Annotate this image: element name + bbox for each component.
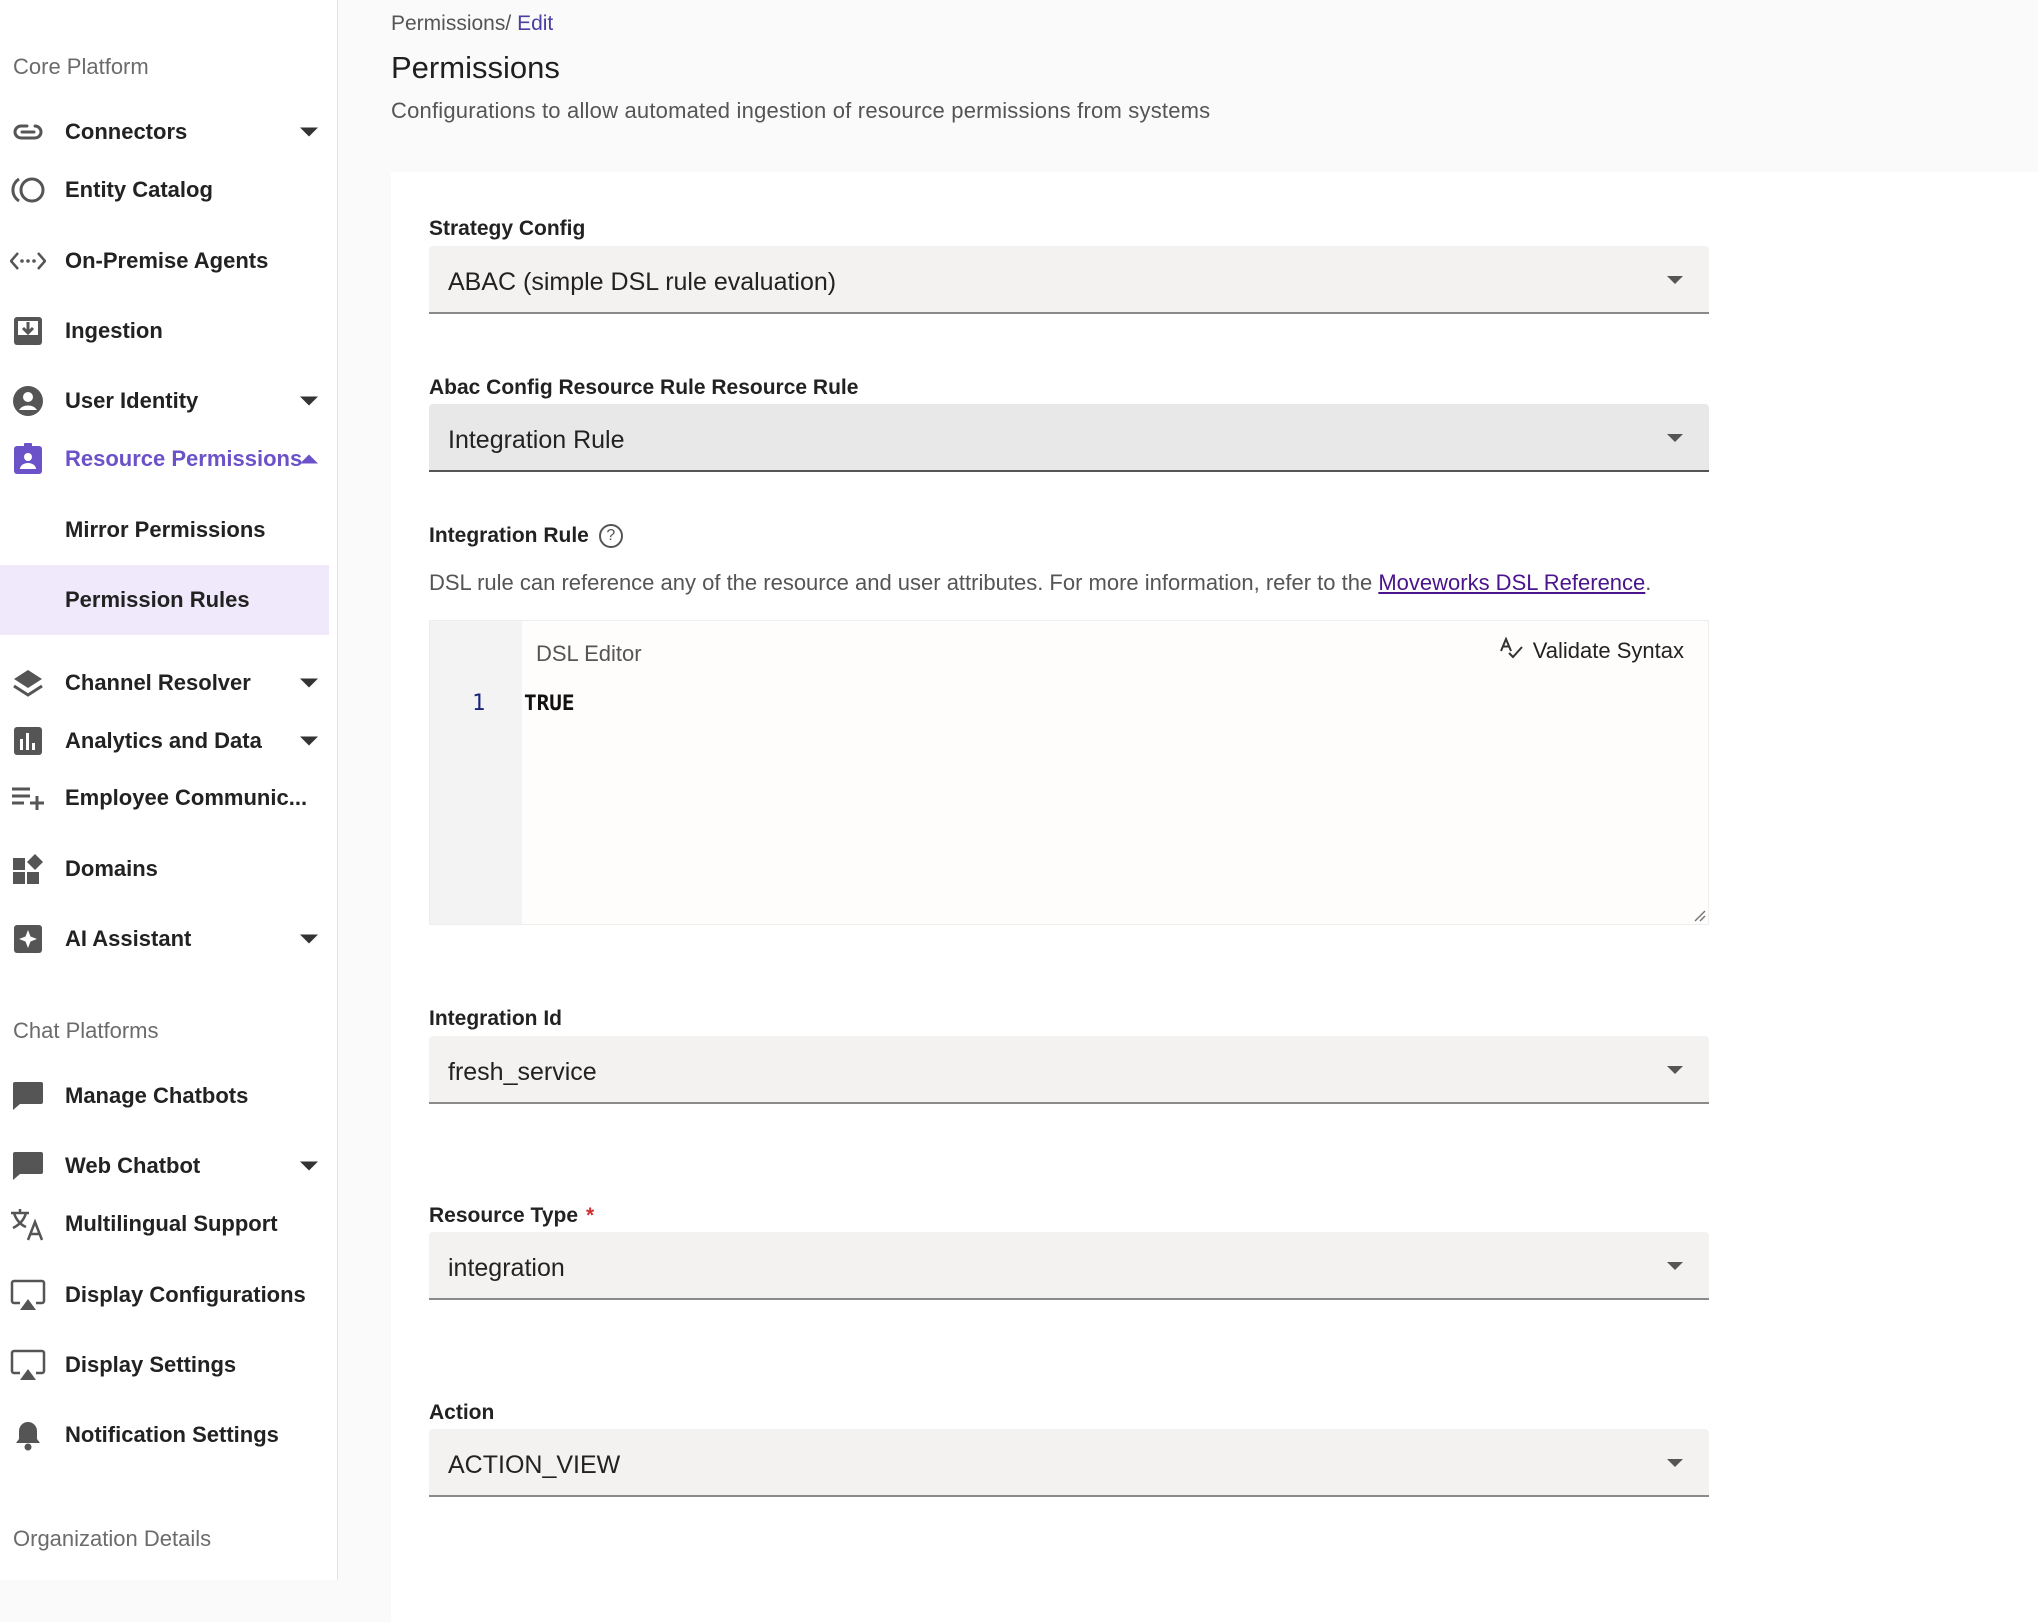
section-core-platform: Core Platform (13, 54, 149, 79)
required-asterisk: * (586, 1204, 595, 1227)
strategy-config-value: ABAC (simple DSL rule evaluation) (448, 268, 837, 296)
sidebar-item-display-configurations[interactable] (0, 1264, 329, 1326)
sidebar-item-label: Ingestion (65, 318, 163, 343)
abac-resource-rule-value: Integration Rule (448, 426, 625, 454)
breadcrumb (391, 12, 553, 36)
chat-bubble-icon (10, 1078, 46, 1114)
bell-icon (10, 1417, 46, 1453)
sidebar-item-label: Notification Settings (65, 1422, 279, 1447)
sidebar-item-manage-chatbots[interactable] (0, 1065, 329, 1127)
chevron-up-icon (300, 455, 318, 464)
sidebar-item-label: Channel Resolver (65, 670, 251, 695)
resource-type-value: integration (448, 1254, 565, 1282)
chevron-down-icon (300, 935, 318, 944)
breadcrumb-root[interactable]: Permissions (391, 12, 506, 35)
integration-rule-label-text: Integration Rule (429, 524, 589, 547)
dsl-reference-link[interactable]: Moveworks DSL Reference (1378, 570, 1646, 595)
sidebar-item-domains[interactable] (0, 838, 329, 900)
breadcrumb-separator: / (505, 12, 512, 35)
chevron-down-icon (300, 1162, 318, 1171)
sidebar-item-ingestion[interactable] (0, 300, 329, 362)
sidebar-item-label: AI Assistant (65, 926, 192, 951)
bar-chart-icon (10, 723, 46, 759)
sidebar-item-permission-rules[interactable] (0, 565, 329, 635)
sidebar-item-label: On-Premise Agents (65, 248, 269, 273)
help-icon[interactable]: ? (599, 524, 623, 548)
sidebar-item-connectors[interactable] (0, 101, 329, 163)
dropdown-arrow-icon (1667, 434, 1683, 442)
line-number: 1 (472, 691, 486, 716)
integration-rule-label (429, 524, 623, 548)
chevron-down-icon (300, 679, 318, 688)
integration-id-label: Integration Id (429, 1007, 562, 1030)
account-circle-icon (10, 383, 46, 419)
sidebar-item-label: Entity Catalog (65, 177, 213, 202)
sidebar-item-label: Display Settings (65, 1352, 237, 1377)
action-label: Action (429, 1401, 495, 1424)
sidebar (0, 0, 338, 1580)
chat-bubble-icon (10, 1148, 46, 1184)
strategy-config-select[interactable] (429, 246, 1709, 314)
playlist-add-icon (10, 780, 46, 816)
breadcrumb-current[interactable]: Edit (517, 12, 554, 35)
airplay-icon (10, 1347, 46, 1383)
section-organization-details: Organization Details (13, 1526, 212, 1551)
sidebar-item-label: Mirror Permissions (65, 517, 266, 542)
ai-sparkle-icon (10, 921, 46, 957)
translate-icon (10, 1206, 46, 1242)
validate-syntax-button[interactable] (1499, 637, 1684, 665)
sidebar-item-display-settings[interactable] (0, 1334, 329, 1396)
sidebar-item-label: User Identity (65, 388, 199, 413)
sidebar-item-user-identity[interactable] (0, 370, 329, 432)
sidebar-item-label: Analytics and Data (65, 728, 262, 753)
sidebar-item-notification-settings[interactable] (0, 1404, 329, 1466)
sidebar-item-label: Employee Communic... (65, 785, 308, 810)
strategy-config-label: Strategy Config (429, 217, 586, 240)
dropdown-arrow-icon (1667, 1459, 1683, 1467)
resize-handle-icon[interactable] (1692, 908, 1706, 922)
chevron-down-icon (300, 397, 318, 406)
dsl-editor[interactable] (429, 620, 1709, 925)
airplay-icon (10, 1277, 46, 1313)
integration-rule-helper (429, 570, 1651, 596)
sidebar-item-web-chatbot[interactable] (0, 1135, 329, 1197)
editor-gutter (430, 621, 522, 924)
chevron-down-icon (300, 128, 318, 137)
page-title: Permissions (391, 50, 560, 85)
form-card (391, 172, 2038, 1622)
sidebar-item-label: Connectors (65, 119, 188, 144)
resource-type-label-text: Resource Type (429, 1204, 578, 1227)
spellcheck-icon (1499, 637, 1523, 665)
integration-id-value: fresh_service (448, 1058, 597, 1086)
main-content (338, 0, 2038, 1580)
sidebar-item-ai-assistant[interactable] (0, 908, 329, 970)
action-value: ACTION_VIEW (448, 1451, 621, 1479)
sidebar-item-analytics-and-data[interactable] (0, 710, 329, 772)
resource-type-label (429, 1204, 594, 1228)
badge-icon (10, 441, 46, 477)
ingestion-icon (10, 313, 46, 349)
sidebar-item-resource-permissions[interactable] (0, 428, 329, 490)
code-arrows-icon (10, 243, 46, 279)
sidebar-item-label: Web Chatbot (65, 1153, 201, 1178)
helper-text-body: DSL rule can reference any of the resource and user attributes. For more information, refer to the (429, 570, 1379, 595)
sidebar-item-channel-resolver[interactable] (0, 652, 329, 714)
abac-resource-rule-label: Abac Config Resource Rule Resource Rule (429, 376, 859, 399)
sidebar-item-label: Multilingual Support (65, 1211, 278, 1236)
editor-title: DSL Editor (536, 641, 642, 666)
sidebar-item-entity-catalog[interactable] (0, 159, 329, 221)
layers-icon (10, 665, 46, 701)
sidebar-item-mirror-permissions[interactable] (0, 499, 329, 561)
page-subtitle: Configurations to allow automated ingestion of resource permissions from systems (391, 98, 1211, 123)
dropdown-arrow-icon (1667, 1262, 1683, 1270)
link-icon (10, 114, 46, 150)
sidebar-item-label: Manage Chatbots (65, 1083, 249, 1108)
sidebar-item-label: Domains (65, 856, 158, 881)
sidebar-item-multilingual-support[interactable] (0, 1193, 329, 1255)
helper-text-end: . (1645, 570, 1652, 595)
entity-catalog-icon (10, 172, 46, 208)
sidebar-item-label: Resource Permissions (65, 446, 303, 471)
integration-id-select[interactable] (429, 1036, 1709, 1104)
sidebar-item-label: Display Configurations (65, 1282, 306, 1307)
validate-syntax-label: Validate Syntax (1532, 638, 1684, 663)
widgets-icon (10, 851, 46, 887)
resource-type-select[interactable] (429, 1232, 1709, 1300)
sidebar-item-on-premise-agents[interactable] (0, 230, 329, 292)
chevron-down-icon (300, 737, 318, 746)
dropdown-arrow-icon (1667, 276, 1683, 284)
sidebar-item-label: Permission Rules (65, 587, 250, 612)
action-select[interactable] (429, 1429, 1709, 1497)
abac-resource-rule-select[interactable] (429, 404, 1709, 472)
section-chat-platforms: Chat Platforms (13, 1018, 159, 1043)
editor-code[interactable]: TRUE (524, 691, 575, 715)
dropdown-arrow-icon (1667, 1066, 1683, 1074)
sidebar-item-employee-communications[interactable] (0, 767, 329, 829)
